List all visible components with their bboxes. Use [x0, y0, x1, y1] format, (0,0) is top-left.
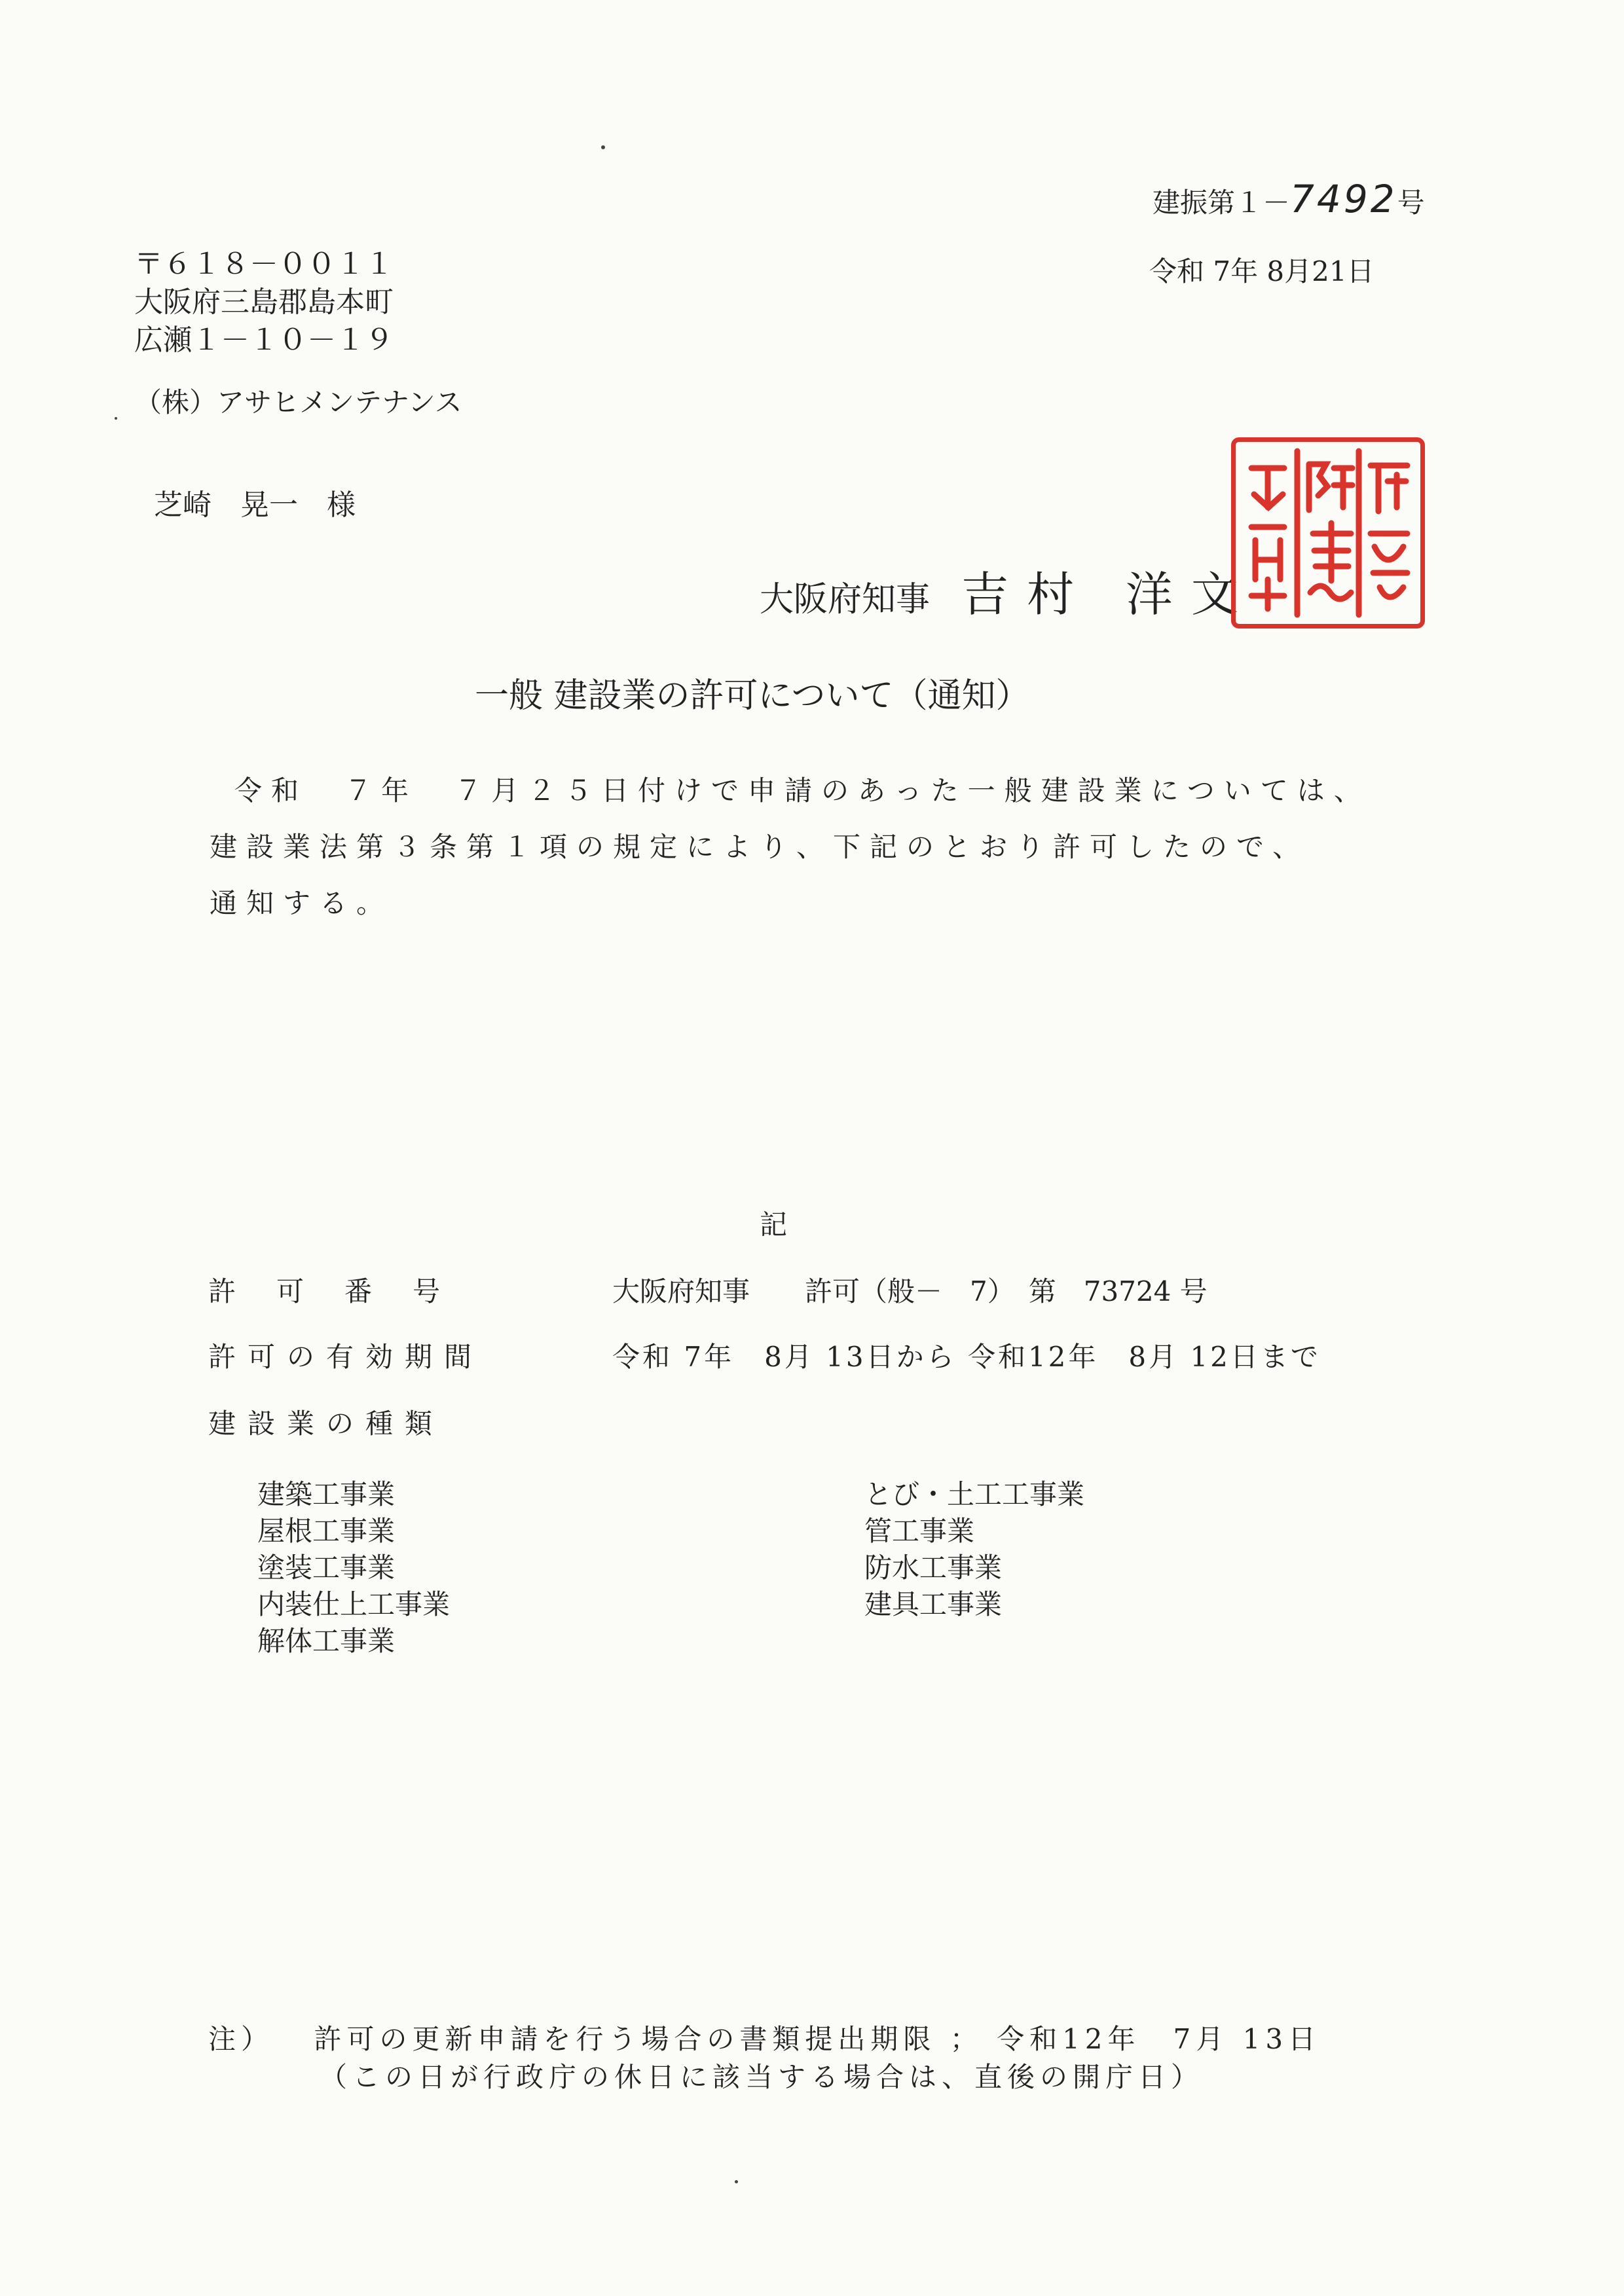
seal-graphic: [1236, 442, 1420, 624]
permit-number-label: 許可番号: [208, 1275, 481, 1307]
validity-period-value: 令和 7年 8月 13日から 令和12年 8月 12日まで: [612, 1341, 1321, 1373]
official-seal: [1231, 437, 1425, 629]
note-line-2: （この日が行政庁の休日に該当する場合は、直後の開庁日）: [320, 2061, 1204, 2093]
recipient-name: 芝崎 晃一 様: [154, 488, 356, 522]
business-types-left: [257, 1476, 450, 1660]
renewal-note: [208, 2020, 1321, 2096]
business-types-right: [864, 1476, 1084, 1623]
business-type-item: 塗装工事業: [257, 1552, 396, 1584]
note-line-1: 許可の更新申請を行う場合の書類提出期限 ； 令和12年 7月 13日: [314, 2023, 1321, 2055]
body-line-1: 令和 ７年 ７月２５日付けで申請のあった一般建設業については、: [234, 774, 1371, 807]
permit-number-value: 大阪府知事 許可（般－ 7） 第 73724 号: [612, 1275, 1208, 1307]
scan-speck: [115, 417, 117, 420]
scan-speck: [601, 145, 605, 149]
business-type-item: 解体工事業: [257, 1625, 396, 1657]
note-prefix: 注）: [208, 2023, 274, 2055]
address-line-1: 大阪府三島郡島本町: [134, 285, 394, 319]
document-number-handwritten: 7492: [1290, 177, 1397, 221]
business-type-item: 建具工事業: [864, 1588, 1003, 1620]
business-type-item: 防水工事業: [864, 1552, 1003, 1584]
business-types-label: 建設業の種類: [208, 1408, 445, 1440]
business-type-item: 内装仕上工事業: [257, 1588, 451, 1620]
recipient-address: [134, 246, 394, 359]
document-number-prefix: 建振第１－: [1153, 187, 1291, 219]
scan-speck: [735, 2180, 738, 2183]
ki-marker: 記: [760, 1209, 788, 1241]
business-type-item: 建築工事業: [257, 1478, 396, 1510]
postal-code: 〒６１８－００１１: [134, 247, 394, 281]
company-name: （株）アサヒメンテナンス: [134, 386, 462, 418]
document-number: [1153, 177, 1425, 221]
document-number-suffix: 号: [1397, 187, 1425, 219]
issuer-title: 大阪府知事: [760, 580, 931, 619]
business-type-item: 管工事業: [864, 1515, 975, 1547]
business-type-item: とび・土工工事業: [864, 1478, 1085, 1510]
address-line-2: 広瀬１－１０－１９: [134, 323, 394, 357]
issuer-name: 吉村 洋文: [961, 567, 1257, 622]
business-type-item: 屋根工事業: [257, 1515, 396, 1547]
body-line-3: 通知する。: [210, 887, 394, 919]
validity-period-label: 許可の有効期間: [208, 1341, 484, 1373]
document-title: 一般 建設業の許可について（通知）: [475, 676, 1030, 716]
issue-date: 令和 7年 8月21日: [1149, 255, 1375, 287]
notice-body: [210, 763, 1371, 932]
issuer: [760, 556, 1257, 625]
body-line-2: 建設業法第３条第１項の規定により、下記のとおり許可したので、: [210, 831, 1310, 863]
